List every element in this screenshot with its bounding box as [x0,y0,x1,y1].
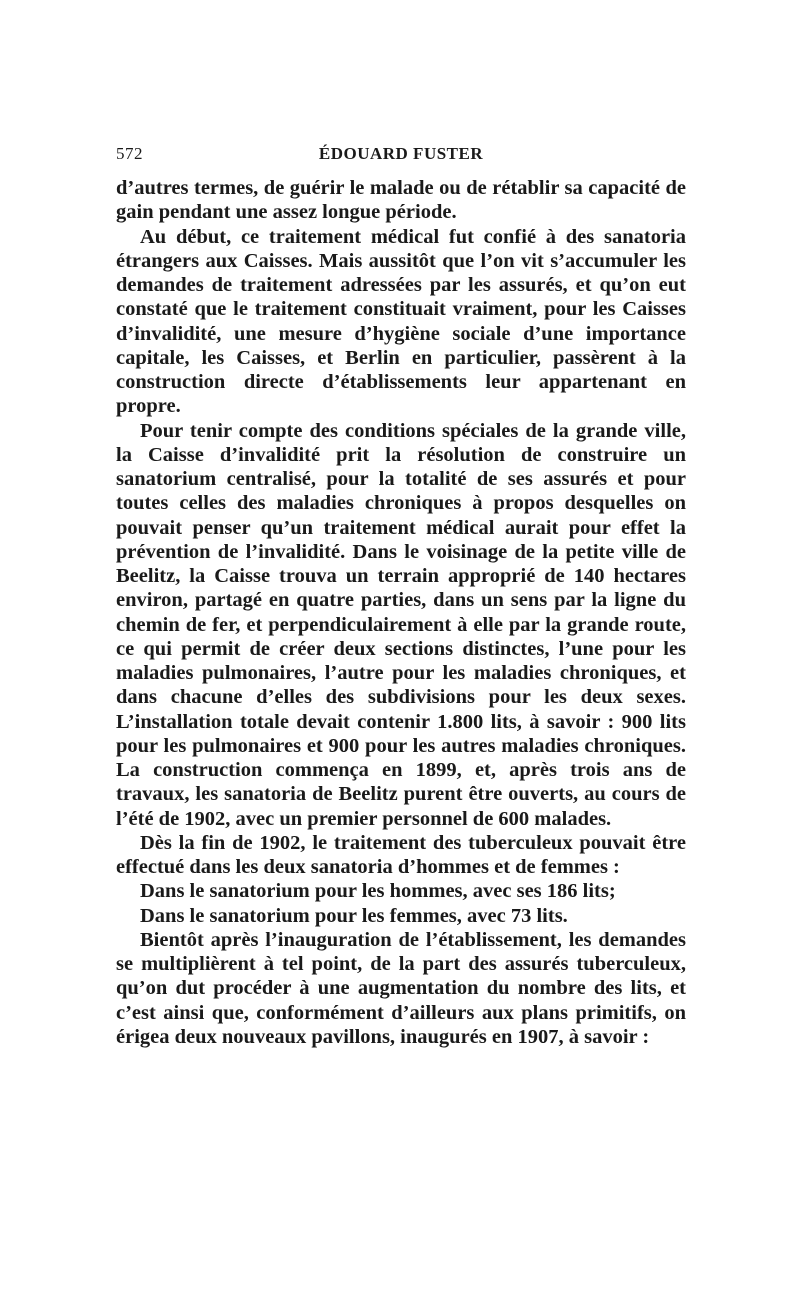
paragraph-end-of-1902: Dès la fin de 1902, le traitement des tuberculeux pouvait être effectué dans les deux sanatoria d’hommes et de femmes : [116,831,686,878]
body-text [116,176,686,1049]
paragraph-beelitz-sanatorium: Pour tenir compte des conditions spéciales de la grande ville, la Caisse d’invalidité prit la résolution de construire un sanatorium centralisé, pour la totalité de ses assurés et pour toutes celles des maladies chroniques à propos desquelles on pouvait penser qu’un traitement médical aurait pour effet la prévention de l’invalidité. Dans le voisinage de la petite ville de Beelitz, la Caisse trouva un terrain approprié de 140 hectares environ, partagé en quatre parties, dans un sens par la ligne du chemin de fer, et perpendiculairement à elle par la grande route, ce qui permit de créer deux sections distinctes, l’une pour les maladies pulmonaires, l’autre pour les maladies chroniques, et dans chacune d’elles des subdivisions pour les deux sexes. L’installation totale devait contenir 1.800 lits, à savoir : 900 lits pour les pulmonaires et 900 pour les autres maladies chroniques. La construction commença en 1899, et, après trois ans de travaux, les sanatoria de Beelitz purent être ouverts, au cours de l’été de 1902, avec un premier personnel de 600 malades. [116,419,686,830]
paragraph-women-sanatorium: Dans le sanatorium pour les femmes, avec 73 lits. [140,904,568,927]
paragraph-new-pavilions: Bientôt après l’inauguration de l’établissement, les demandes se multiplièrent à tel point, de la part des assurés tuberculeux, qu’on dut procéder à une augmentation du nombre des lits, et c’est ainsi que, conformément d’ailleurs aux plans primitifs, on érigea deux nouveaux pavillons, inaugurés en 1907, à savoir : [116,928,686,1048]
running-title: ÉDOUARD FUSTER [318,144,484,163]
paragraph-continuation: d’autres termes, de guérir le malade ou de rétablir sa capacité de gain pendant une assez longue période. [116,177,686,224]
page-number: 572 [116,144,143,163]
paragraph-treatment-origins: Au début, ce traitement médical fut confié à des sanatoria étrangers aux Caisses. Mais aussitôt que l’on vit s’accumuler les demandes de traitement adressées par les assurés, et qu’on eut constaté que le traitement constituait vraiment, pour les Caisses d’invalidité, une mesure d’hygiène sociale d’une importance capitale, les Caisses, et Berlin en particulier, passèrent à la construction directe d’établissements leur appartenant en propre. [116,225,686,418]
paragraph-men-sanatorium: Dans le sanatorium pour les hommes, avec ses 186 lits; [140,880,616,903]
running-head [116,144,686,170]
